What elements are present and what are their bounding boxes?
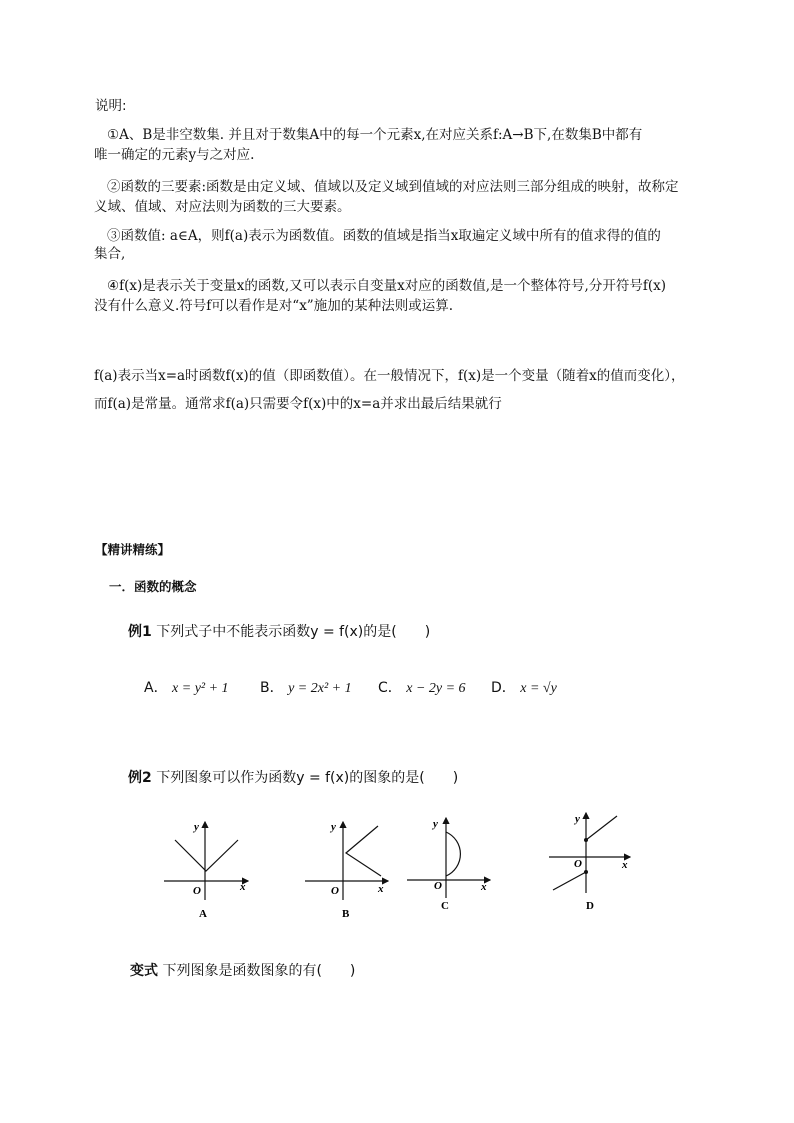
graph-a-x-label: x	[240, 881, 246, 893]
option-d-letter: D．	[491, 680, 516, 696]
graph-a-origin-label: O	[193, 885, 201, 897]
graph-d-caption: D	[586, 900, 594, 912]
option-b-expr: y = 2x² + 1	[288, 681, 352, 696]
option-a-letter: A．	[144, 680, 168, 696]
graph-a[interactable]	[164, 821, 248, 920]
graph-d[interactable]	[549, 813, 630, 912]
graph-b-origin-label: O	[331, 885, 339, 897]
section-subtitle: 一．函数的概念	[109, 579, 197, 594]
variant	[130, 960, 355, 980]
graph-c-caption: C	[441, 900, 449, 912]
option-c-letter: C．	[378, 680, 402, 696]
note-4-line-1: ④f(x)是表示关于变量x的函数,又可以表示自变量x对应的函数值,是一个整体符号,分开符号f(x)	[107, 278, 666, 294]
example-1-label: 例1	[128, 624, 152, 640]
graph-d-lower-branch	[553, 872, 586, 890]
graph-d-point-lower	[584, 870, 588, 874]
graph-c-y-label: y	[433, 818, 438, 830]
option-d-expr: x = √y	[520, 681, 557, 696]
variant-label: 变式	[130, 963, 158, 979]
paragraph-line-2: 而f(a)是常量。通常求f(a)只需要令f(x)中的x=a并求出最后结果就行	[94, 396, 502, 412]
note-1-line-1: ①A、B是非空数集. 并且对于数集A中的每一个元素x,在对应关系f:A→B下,在数集B中都有	[107, 127, 643, 143]
option-c-expr: x − 2y = 6	[406, 681, 466, 696]
note-2-line-2: 义域、值域、对应法则为函数的三大要素。	[94, 199, 351, 215]
note-1-line-2: 唯一确定的元素y与之对应.	[94, 147, 255, 163]
graph-b-x-label: x	[378, 883, 384, 895]
graph-d-y-label: y	[575, 813, 580, 825]
example-2-label: 例2	[128, 770, 152, 786]
graph-c-origin-label: O	[434, 880, 442, 892]
example-2-question: 下列图象可以作为函数y = f(x)的图象的是( )	[156, 770, 459, 786]
note-3-line-1: ③函数值: a∈A，则f(a)表示为函数值。函数的值域是指当x取遍定义域中所有的值求得的值的	[107, 228, 661, 244]
option-a-expr: x = y² + 1	[172, 681, 229, 696]
graph-a-y-label: y	[194, 821, 199, 833]
graph-c[interactable]	[407, 818, 490, 912]
example-1-question: 下列式子中不能表示函数y = f(x)的是( )	[156, 624, 431, 640]
graph-b[interactable]	[305, 821, 388, 920]
graph-b-curve	[346, 826, 381, 876]
graph-d-upper-branch	[586, 816, 617, 840]
graph-d-x-label: x	[622, 859, 628, 871]
notes-heading: 说明:	[95, 98, 127, 114]
graph-b-y-label: y	[331, 821, 336, 833]
graph-c-x-label: x	[481, 881, 487, 893]
note-3-line-2: 集合,	[94, 246, 126, 262]
graph-a-curve	[175, 840, 238, 871]
graph-d-point-upper	[584, 838, 588, 842]
note-2-line-1: ②函数的三要素:函数是由定义域、值域以及定义域到值域的对应法则三部分组成的映射，故称定	[107, 179, 679, 195]
graph-d-origin-label: O	[574, 858, 582, 870]
section-title: 【精讲精练】	[95, 542, 171, 557]
graph-a-caption: A	[199, 908, 207, 920]
variant-question: 下列图象是函数图象的有( )	[162, 963, 356, 979]
graph-b-caption: B	[342, 908, 350, 920]
note-4-line-2: 没有什么意义.符号f可以看作是对“x”施加的某种法则或运算.	[94, 298, 453, 314]
paragraph-line-1: f(a)表示当x=a时函数f(x)的值（即函数值）。在一般情况下，f(x)是一个变量（随着x的值而变化），	[94, 368, 685, 384]
graph-c-curve	[446, 832, 460, 876]
option-b-letter: B．	[260, 680, 284, 696]
